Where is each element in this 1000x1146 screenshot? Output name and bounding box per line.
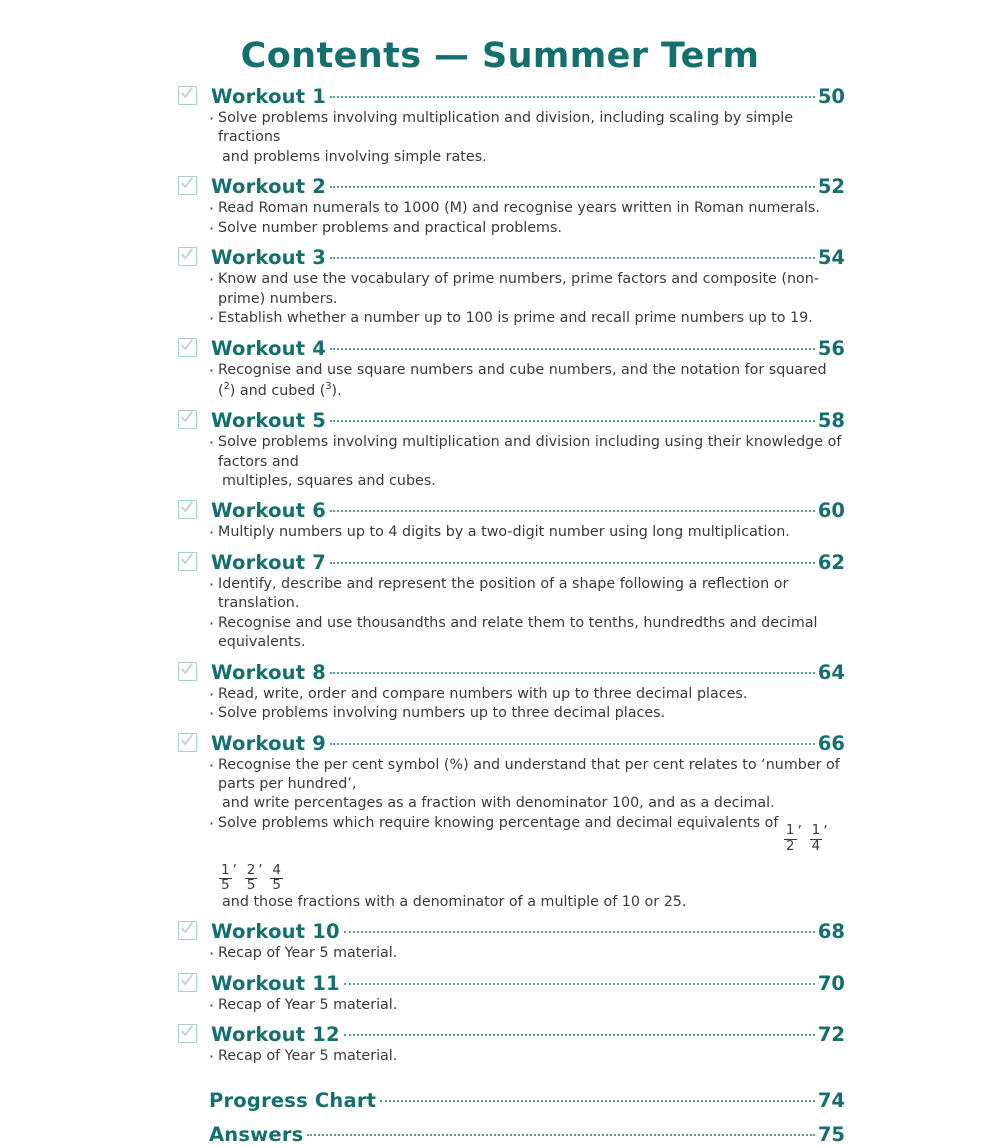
toc-entry-plain[interactable] <box>178 1123 845 1146</box>
footer-entry-list <box>178 1089 845 1146</box>
toc-entry[interactable] <box>178 550 845 653</box>
toc-entry-title: Workout 9 <box>211 731 327 755</box>
check-mark-icon <box>180 411 194 425</box>
toc-entry-title: Workout 12 <box>211 1022 340 1046</box>
toc-entry-title: Workout 2 <box>211 175 327 199</box>
toc-entry-row[interactable] <box>178 731 845 755</box>
toc-entry[interactable] <box>178 84 845 167</box>
objective-item: · Recognise and use square numbers and cube numbers, and the notation for squared ($^2$) and cubed ($^3$). <box>178 361 845 402</box>
toc-entry[interactable] <box>178 919 845 963</box>
toc-page-number: 75 <box>817 1123 845 1146</box>
objective-item: · Recap of Year 5 material. <box>178 1047 845 1066</box>
objective-list <box>178 199 845 238</box>
checked-checkbox-icon[interactable] <box>178 733 197 752</box>
dot-leader <box>330 177 815 193</box>
toc-entry-plain[interactable] <box>178 1089 845 1112</box>
toc-entry-title: Progress Chart <box>209 1089 377 1113</box>
toc-entry-row[interactable] <box>178 498 845 522</box>
checked-checkbox-icon[interactable] <box>178 338 197 357</box>
objective-list <box>178 756 845 913</box>
check-mark-icon <box>180 663 194 677</box>
toc-entry[interactable] <box>178 245 845 328</box>
check-mark-icon <box>180 339 194 353</box>
toc-page-number: 74 <box>817 1089 845 1113</box>
check-mark-icon <box>180 248 194 262</box>
toc-page-number: 56 <box>817 336 845 360</box>
toc-entry-row[interactable] <box>178 84 845 108</box>
toc-entry-row[interactable] <box>178 1123 845 1146</box>
objective-item: · Identify, describe and represent the position of a shape following a reflection or translation. <box>178 575 845 614</box>
objective-list <box>178 523 845 542</box>
checked-checkbox-icon[interactable] <box>178 921 197 940</box>
checked-checkbox-icon[interactable] <box>178 500 197 519</box>
dot-leader <box>307 1125 814 1141</box>
toc-entry-title: Workout 7 <box>211 550 327 574</box>
objective-item: · Multiply numbers up to 4 digits by a two-digit number using long multiplication. <box>178 523 845 542</box>
objective-list <box>178 996 845 1015</box>
objective-list <box>178 944 845 963</box>
toc-page-number: 72 <box>817 1022 845 1046</box>
objective-list <box>178 109 845 167</box>
check-mark-icon <box>180 87 194 101</box>
toc-entry-title: Workout 6 <box>211 499 327 523</box>
toc-page-number: 60 <box>817 499 845 523</box>
check-mark-icon <box>180 553 194 567</box>
objective-item-line2: and write percentages as a fraction with denominator 100, and as a decimal. <box>222 795 775 812</box>
toc-entry-title: Workout 8 <box>211 660 327 684</box>
toc-page-number: 52 <box>817 175 845 199</box>
toc-page-number: 68 <box>817 920 845 944</box>
toc-entry[interactable] <box>178 971 845 1015</box>
toc-entry-title: Answers <box>209 1123 304 1146</box>
toc-page-number: 62 <box>817 550 845 574</box>
objective-item: · Solve problems which require knowing percentage and decimal equivalents of $\frac{1}{2}$ , $\frac{1}{4}$ , $\frac{1}{5}$ , $\frac{2}{5}$ , $\frac{4}{5}$ and those fractions with a denominator of a multiple of 10 or 25. <box>178 814 845 912</box>
dot-leader <box>330 663 815 679</box>
toc-entry-row[interactable] <box>178 245 845 269</box>
toc-entry[interactable] <box>178 174 845 238</box>
toc-entry-row[interactable] <box>178 971 845 995</box>
objective-list <box>178 433 845 491</box>
objective-item: · Recognise the per cent symbol (%) and understand that per cent relates to ‘number of parts per hundred’, and write percentages as a fraction with denominator 100, and as a decimal. <box>178 756 845 814</box>
page-title: Contents — Summer Term <box>240 36 760 76</box>
toc-entry-row[interactable] <box>178 660 845 684</box>
dot-leader <box>330 87 815 103</box>
objective-item: · Recap of Year 5 material. <box>178 944 845 963</box>
check-mark-icon <box>180 922 194 936</box>
objective-item: · Recognise and use thousandths and relate them to tenths, hundredths and decimal equivalents. <box>178 614 845 653</box>
dot-leader <box>344 974 815 990</box>
toc-entry-row[interactable] <box>178 408 845 432</box>
toc-entry[interactable] <box>178 336 845 402</box>
toc-page-number: 54 <box>817 246 845 270</box>
toc-page-number: 70 <box>817 971 845 995</box>
check-mark-icon <box>180 177 194 191</box>
dot-leader <box>330 339 815 355</box>
toc-entry-title: Workout 5 <box>211 409 327 433</box>
toc-entry[interactable] <box>178 408 845 491</box>
checked-checkbox-icon[interactable] <box>178 973 197 992</box>
toc-entry[interactable] <box>178 498 845 542</box>
toc-page-number: 66 <box>817 731 845 755</box>
objective-list <box>178 685 845 724</box>
toc-entry-title: Workout 10 <box>211 920 340 944</box>
dot-leader <box>330 734 815 750</box>
toc-entry-title: Workout 11 <box>211 971 340 995</box>
toc-entry-title: Workout 3 <box>211 246 327 270</box>
objective-item-line2: and problems involving simple rates. <box>222 148 487 165</box>
objective-item: · Establish whether a number up to 100 is prime and recall prime numbers up to 19. <box>178 309 845 328</box>
toc-entry[interactable] <box>178 1022 845 1066</box>
check-mark-icon <box>180 501 194 515</box>
dot-leader <box>380 1091 815 1107</box>
toc-entry-title: Workout 4 <box>211 336 327 360</box>
toc-entry-title: Workout 1 <box>211 85 327 108</box>
objective-item: · Recap of Year 5 material. <box>178 996 845 1015</box>
toc-page-number: 50 <box>817 85 845 108</box>
toc-entry[interactable] <box>178 660 845 724</box>
objective-list <box>178 361 845 402</box>
toc-entry-row[interactable] <box>178 1089 845 1112</box>
check-mark-icon <box>180 734 194 748</box>
workout-entry-list <box>178 84 845 1066</box>
table-of-contents <box>0 84 1000 1146</box>
checked-checkbox-icon[interactable] <box>178 86 197 105</box>
toc-entry-row[interactable] <box>178 550 845 574</box>
dot-leader <box>330 248 815 264</box>
objective-item: · Solve problems involving numbers up to three decimal places. <box>178 704 845 723</box>
objective-item: · Read Roman numerals to 1000 (M) and recognise years written in Roman numerals. <box>178 199 845 218</box>
objective-item: · Solve number problems and practical problems. <box>178 219 845 238</box>
checked-checkbox-icon[interactable] <box>178 410 197 429</box>
toc-entry-row[interactable] <box>178 336 845 360</box>
objective-list <box>178 270 845 328</box>
dot-leader <box>330 411 815 427</box>
toc-entry-row[interactable] <box>178 919 845 943</box>
checked-checkbox-icon[interactable] <box>178 247 197 266</box>
dot-leader <box>330 553 815 569</box>
objective-item: · Read, write, order and compare numbers with up to three decimal places. <box>178 685 845 704</box>
objective-item-line2: multiples, squares and cubes. <box>222 473 436 490</box>
toc-page-number: 58 <box>817 409 845 433</box>
toc-entry-row[interactable] <box>178 1022 845 1046</box>
objective-list <box>178 575 845 653</box>
check-mark-icon <box>180 974 194 988</box>
dot-leader <box>344 922 815 938</box>
check-mark-icon <box>180 1025 194 1039</box>
toc-entry[interactable] <box>178 731 845 913</box>
objective-list <box>178 1047 845 1066</box>
toc-entry-row[interactable] <box>178 174 845 198</box>
objective-item: · Solve problems involving multiplication and division including using their knowledge of factors and multiples, squares and cubes. <box>178 433 845 491</box>
checked-checkbox-icon[interactable] <box>178 1024 197 1043</box>
objective-item: · Know and use the vocabulary of prime numbers, prime factors and composite (non-prime) numbers. <box>178 270 845 309</box>
checked-checkbox-icon[interactable] <box>178 662 197 681</box>
dot-leader <box>344 1025 815 1041</box>
objective-item: · Solve problems involving multiplication and division, including scaling by simple fractions and problems involving simple rates. <box>178 109 845 167</box>
dot-leader <box>330 501 815 517</box>
toc-page-number: 64 <box>817 660 845 684</box>
checked-checkbox-icon[interactable] <box>178 176 197 195</box>
checked-checkbox-icon[interactable] <box>178 552 197 571</box>
